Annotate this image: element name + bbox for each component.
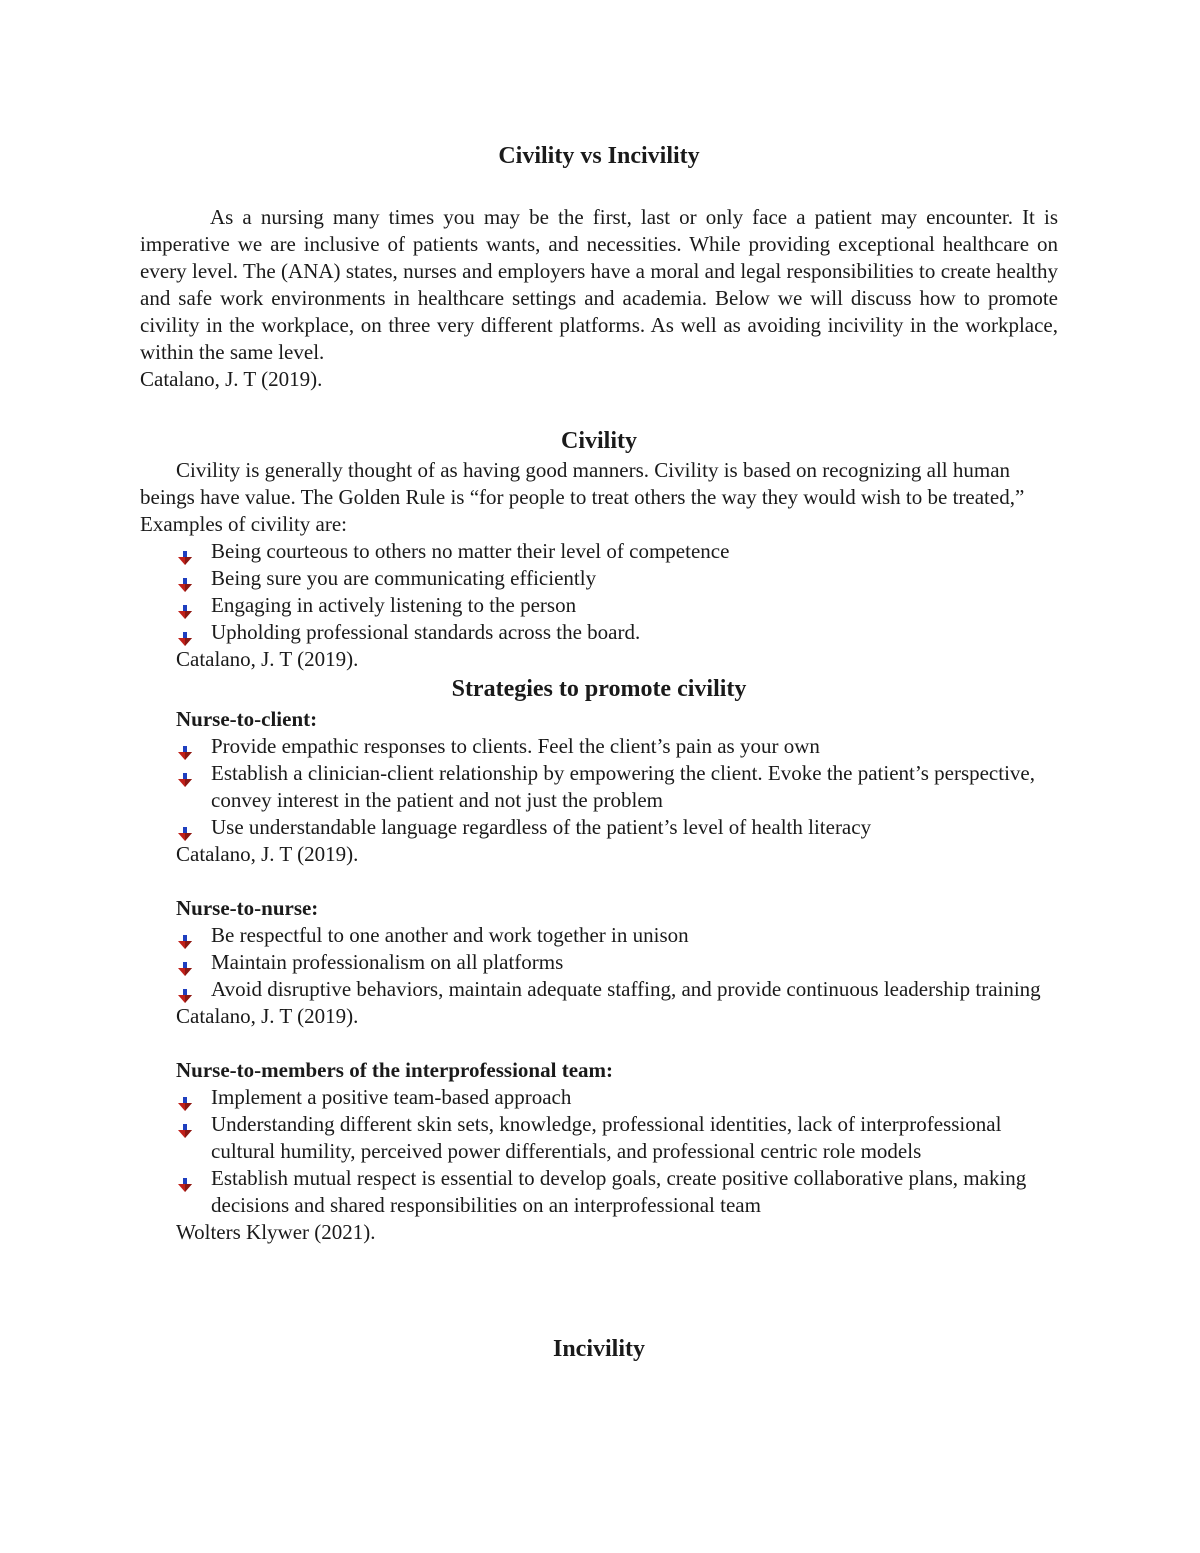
nurse-to-team-list [140,1084,1058,1219]
nurse-to-team-label: Nurse-to-members of the interprofessional team: [176,1058,614,1082]
list-item: Being courteous to others no matter their level of competence [176,538,1058,565]
arrow-down-bullet-icon [178,1172,192,1186]
arrow-down-bullet-icon [178,1091,192,1105]
list-item: Provide empathic responses to clients. Feel the client’s pain as your own [176,733,1058,760]
arrow-down-bullet-icon [178,767,192,781]
list-item: Engaging in actively listening to the person [176,592,1058,619]
nurse-to-client-label: Nurse-to-client: [176,707,318,731]
arrow-down-bullet-icon [178,929,192,943]
civility-citation: Catalano, J. T (2019). [176,647,359,671]
nurse-to-nurse-list [140,922,1058,1003]
list-item: Avoid disruptive behaviors, maintain adequate staffing, and provide continuous leadership training [176,976,1058,1003]
intro-paragraph [140,204,1058,393]
list-item: Implement a positive team-based approach [176,1084,1058,1111]
arrow-down-bullet-icon [178,545,192,559]
incivility-heading: Incivility [552,1336,645,1362]
civility-heading: Civility [561,428,637,454]
nurse-to-client-list [140,733,1058,841]
intro-citation: Catalano, J. T (2019). [140,367,323,391]
arrow-down-bullet-icon [178,983,192,997]
intro-text: As a nursing many times you may be the first, last or only face a patient may encounter. It is imperative we are inclusive of patients wants, and necessities. While providing exceptional healthcare on every level. The (ANA) states, nurses and employers have a moral and legal responsibilities to create healthy and safe work environments in healthcare settings and academia. Below we will discuss how to promote civility in the workplace, on three very different platforms. As well as avoiding incivility in the workplace, within the same level. [140,205,1058,364]
list-item: Establish a clinician-client relationship by empowering the client. Evoke the patient’s perspective, convey interest in the patient and not just the problem [176,760,1058,814]
list-item: Establish mutual respect is essential to develop goals, create positive collaborative plans, making decisions and shared responsibilities on an interprofessional team [176,1165,1058,1219]
list-item: Use understandable language regardless of the patient’s level of health literacy [176,814,1058,841]
civility-section [140,457,1058,673]
arrow-down-bullet-icon [178,626,192,640]
strategies-heading: Strategies to promote civility [451,676,747,702]
nurse-to-nurse-citation: Catalano, J. T (2019). [176,1004,359,1028]
arrow-down-bullet-icon [178,956,192,970]
strategies-section [140,706,1058,1246]
nurse-to-nurse-label: Nurse-to-nurse: [176,896,319,920]
arrow-down-bullet-icon [178,740,192,754]
arrow-down-bullet-icon [178,599,192,613]
arrow-down-bullet-icon [178,572,192,586]
civility-examples-list [140,538,1058,646]
list-item: Be respectful to one another and work together in unison [176,922,1058,949]
arrow-down-bullet-icon [178,1118,192,1132]
list-item: Upholding professional standards across the board. [176,619,1058,646]
civility-paragraph: Civility is generally thought of as having good manners. Civility is based on recognizing all human beings have value. The Golden Rule is “for people to treat others the way they would wish to be treated,” Examples of civility are: [140,458,1025,536]
nurse-to-client-citation: Catalano, J. T (2019). [176,842,359,866]
document-title: Civility vs Incivility [498,143,700,169]
nurse-to-team-citation: Wolters Klywer (2021). [176,1220,376,1244]
list-item: Being sure you are communicating efficiently [176,565,1058,592]
list-item: Understanding different skin sets, knowledge, professional identities, lack of interprofessional cultural humility, perceived power differentials, and professional centric role models [176,1111,1058,1165]
arrow-down-bullet-icon [178,821,192,835]
list-item: Maintain professionalism on all platforms [176,949,1058,976]
